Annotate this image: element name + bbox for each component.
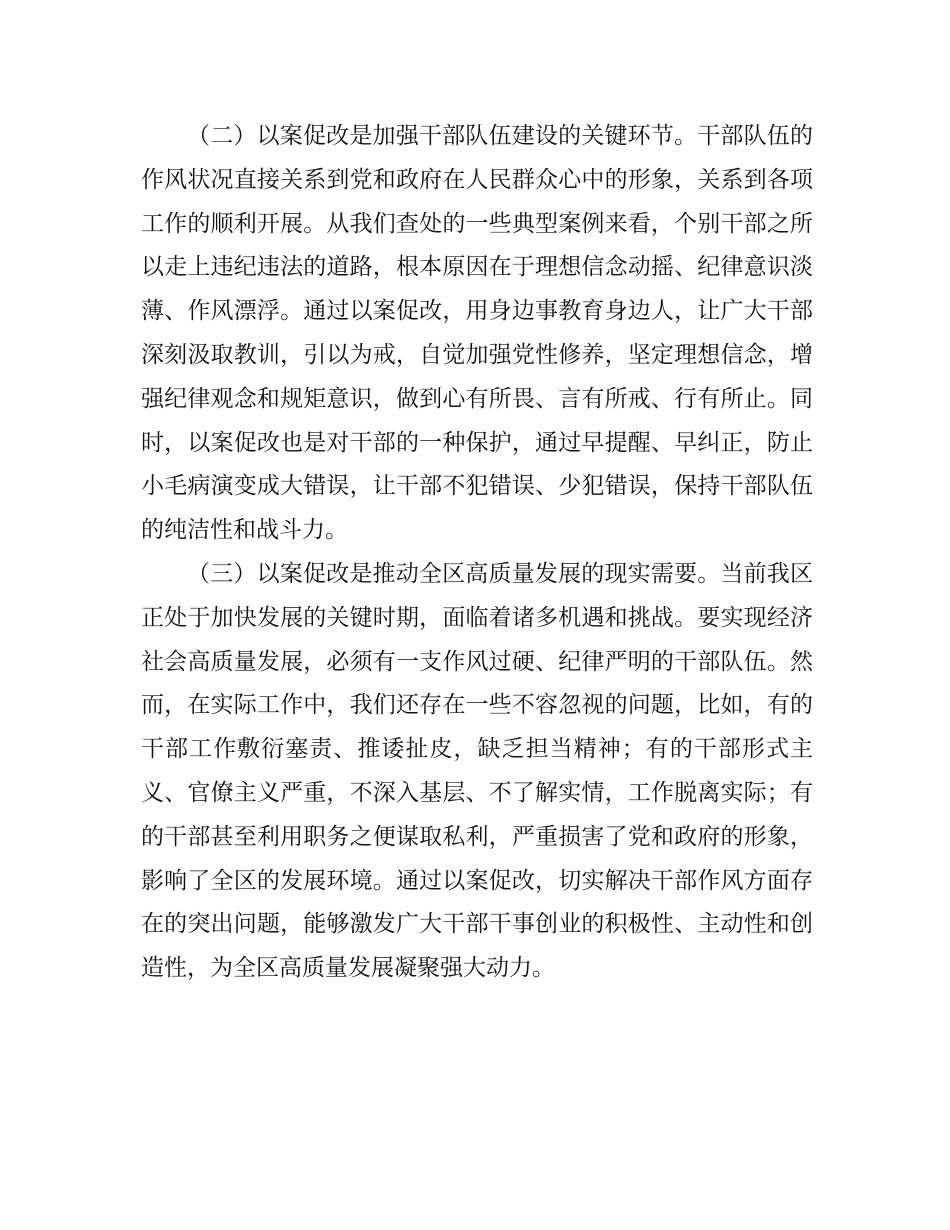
paragraph-section-3: （三）以案促改是推动全区高质量发展的现实需要。当前我区正处于加快发展的关键时期，面临着诸多机遇和挑战。要实现经济社会高质量发展，必须有一支作风过硬、纪律严明的干部队伍。然而，在实际工作中，我们还存在一些不容忽视的问题，比如，有的干部工作敷衍塞责、推诿扯皮，缺乏担当精神；有的干部形式主义、官僚主义严重，不深入基层、不了解实情，工作脱离实际；有的干部甚至利用职务之便谋取私利，严重损害了党和政府的形象，影响了全区的发展环境。通过以案促改，切实解决干部作风方面存在的突出问题，能够激发广大干部干事创业的积极性、主动性和创造性，为全区高质量发展凝聚强大动力。 (141, 560, 813, 982)
document-body (141, 115, 813, 991)
paragraph-section-2: （二）以案促改是加强干部队伍建设的关键环节。干部队伍的作风状况直接关系到党和政府在人民群众心中的形象，关系到各项工作的顺利开展。从我们查处的一些典型案例来看，个别干部之所以走上违纪违法的道路，根本原因在于理想信念动摇、纪律意识淡薄、作风漂浮。通过以案促改，用身边事教育身边人，让广大干部深刻汲取教训，引以为戒，自觉加强党性修养，坚定理想信念，增强纪律观念和规矩意识，做到心有所畏、言有所戒、行有所止。同时，以案促改也是对干部的一种保护，通过早提醒、早纠正，防止小毛病演变成大错误，让干部不犯错误、少犯错误，保持干部队伍的纯洁性和战斗力。 (141, 123, 813, 544)
